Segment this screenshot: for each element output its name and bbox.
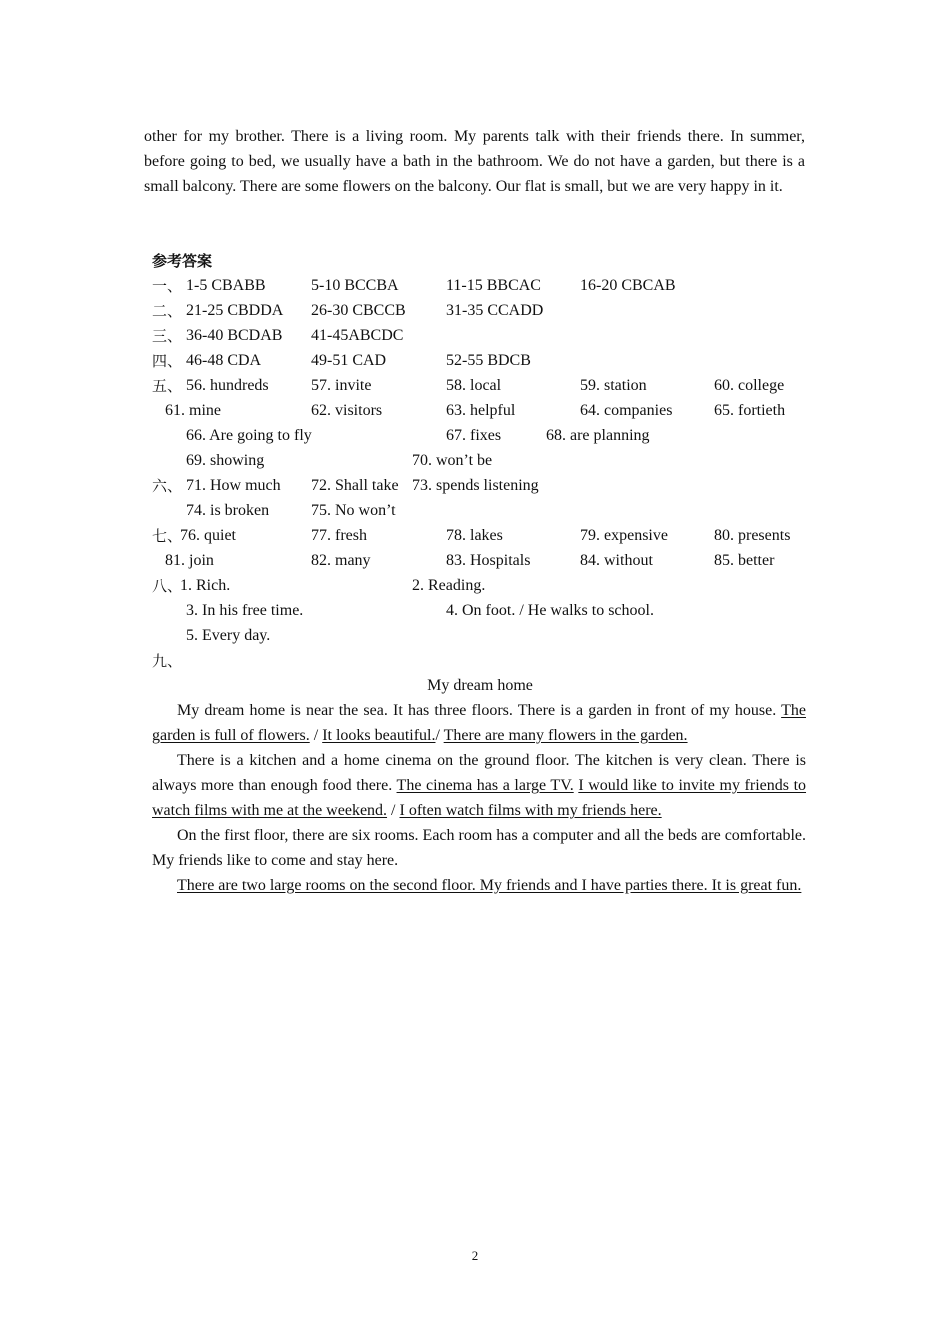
answer-item: 64. companies xyxy=(580,402,673,419)
answer-item: 16-20 CBCAB xyxy=(580,277,676,294)
essay-sample-sentence: The cinema has a large TV. xyxy=(396,777,574,794)
answer-item: 74. is broken xyxy=(186,502,270,519)
answer-item: 26-30 CBCCB xyxy=(311,302,406,319)
answer-item: 65. fortieth xyxy=(714,402,786,419)
answer-item: 73. spends listening xyxy=(412,477,539,494)
answer-item: 68. are planning xyxy=(546,427,650,444)
section-label-2: 二、 xyxy=(152,302,183,320)
answer-item: 84. without xyxy=(580,552,653,569)
answer-item: 85. better xyxy=(714,552,775,569)
essay-paragraph-4 xyxy=(152,873,806,898)
answer-item: 80. presents xyxy=(714,527,791,544)
essay-sample-sentence: It looks beautiful. xyxy=(322,727,436,744)
separator: / xyxy=(435,727,444,744)
essay-sample-sentence: There are two large rooms on the second floor. My friends and I have parties there. It is great fun. xyxy=(177,877,802,894)
answer-item: 41-45ABCDC xyxy=(311,327,404,344)
essay-paragraph-3 xyxy=(152,823,806,873)
answer-item: 63. helpful xyxy=(446,402,516,419)
answer-item: 71. How much xyxy=(186,477,281,494)
section-label-8: 八、 xyxy=(152,577,183,595)
answer-item: 66. Are going to fly xyxy=(186,427,312,444)
section-label-4: 四、 xyxy=(152,352,183,370)
answer-item: 49-51 CAD xyxy=(311,352,387,369)
essay-sample-sentence: The garden is full of flowers. xyxy=(152,702,806,744)
answer-item: 62. visitors xyxy=(311,402,383,419)
answer-item: 36-40 BCDAB xyxy=(186,327,283,344)
answer-item: 69. showing xyxy=(186,452,265,469)
section-label-7: 七、 xyxy=(152,527,183,545)
essay-text: On the first floor, there are six rooms. Each room has a computer and all the beds are comfortable. My friends like to come and stay here. xyxy=(152,827,806,869)
answer-item: 82. many xyxy=(311,552,371,569)
answer-item: 72. Shall take xyxy=(311,477,399,494)
answer-item: 56. hundreds xyxy=(186,377,269,394)
answer-item: 21-25 CBDDA xyxy=(186,302,284,319)
section-label-5: 五、 xyxy=(152,377,183,395)
answer-item: 78. lakes xyxy=(446,527,503,544)
answer-item: 81. join xyxy=(165,552,214,569)
answer-item: 5. Every day. xyxy=(186,627,271,644)
essay-text: There is a kitchen and a home cinema on the ground floor. The kitchen is very clean. There is always more than enough food there. xyxy=(152,752,806,794)
essay-paragraph-2 xyxy=(152,748,806,823)
answer-item: 46-48 CDA xyxy=(186,352,262,369)
answer-item: 4. On foot. / He walks to school. xyxy=(446,602,654,619)
answer-item: 77. fresh xyxy=(311,527,367,544)
essay-sample-sentence: I would like to invite my friends to watch films with me at the weekend. xyxy=(152,777,807,819)
answer-item: 61. mine xyxy=(165,402,221,419)
answer-item: 58. local xyxy=(446,377,502,394)
answer-item: 1-5 CBABB xyxy=(186,277,266,294)
answer-item: 11-15 BBCAC xyxy=(446,277,541,294)
section-label-9: 九、 xyxy=(152,652,183,670)
answer-item: 57. invite xyxy=(311,377,372,394)
essay-sample-sentence: I often watch films with my friends here. xyxy=(399,802,662,819)
essay-paragraph-1 xyxy=(152,698,806,748)
answer-item: 59. station xyxy=(580,377,647,394)
answer-item: 2. Reading. xyxy=(412,577,486,594)
intro-paragraph: other for my brother. There is a living room. My parents talk with their friends there. In summer, before going to bed, we usually have a bath in the bathroom. We do not have a garden, but there is a small balcony. There are some flowers on the balcony. Our flat is small, but we are very happy in it. xyxy=(144,128,805,195)
answer-item: 79. expensive xyxy=(580,527,668,544)
answer-item: 75. No won’t xyxy=(311,502,396,519)
essay-title: My dream home xyxy=(427,677,533,694)
section-label-3: 三、 xyxy=(152,327,183,345)
page-number: 2 xyxy=(471,1248,479,1263)
answer-item: 70. won’t be xyxy=(412,452,493,469)
essay-text: My dream home is near the sea. It has three floors. There is a garden in front of my house. xyxy=(177,702,782,719)
answer-item: 60. college xyxy=(714,377,785,394)
answer-item: 5-10 BCCBA xyxy=(311,277,399,294)
answer-item: 52-55 BDCB xyxy=(446,352,531,369)
separator: / xyxy=(387,802,400,819)
answer-item: 76. quiet xyxy=(180,527,236,544)
answer-item: 83. Hospitals xyxy=(446,552,531,569)
section-label-6: 六、 xyxy=(152,477,183,495)
answer-item: 67. fixes xyxy=(446,427,502,444)
section-label-1: 一、 xyxy=(152,277,183,295)
essay-sample-sentence: There are many flowers in the garden. xyxy=(443,727,688,744)
answer-heading: 参考答案 xyxy=(152,252,213,270)
separator: / xyxy=(309,727,323,744)
answer-item: 1. Rich. xyxy=(180,577,231,594)
answer-item: 3. In his free time. xyxy=(186,602,304,619)
answer-item: 31-35 CCADD xyxy=(446,302,544,319)
